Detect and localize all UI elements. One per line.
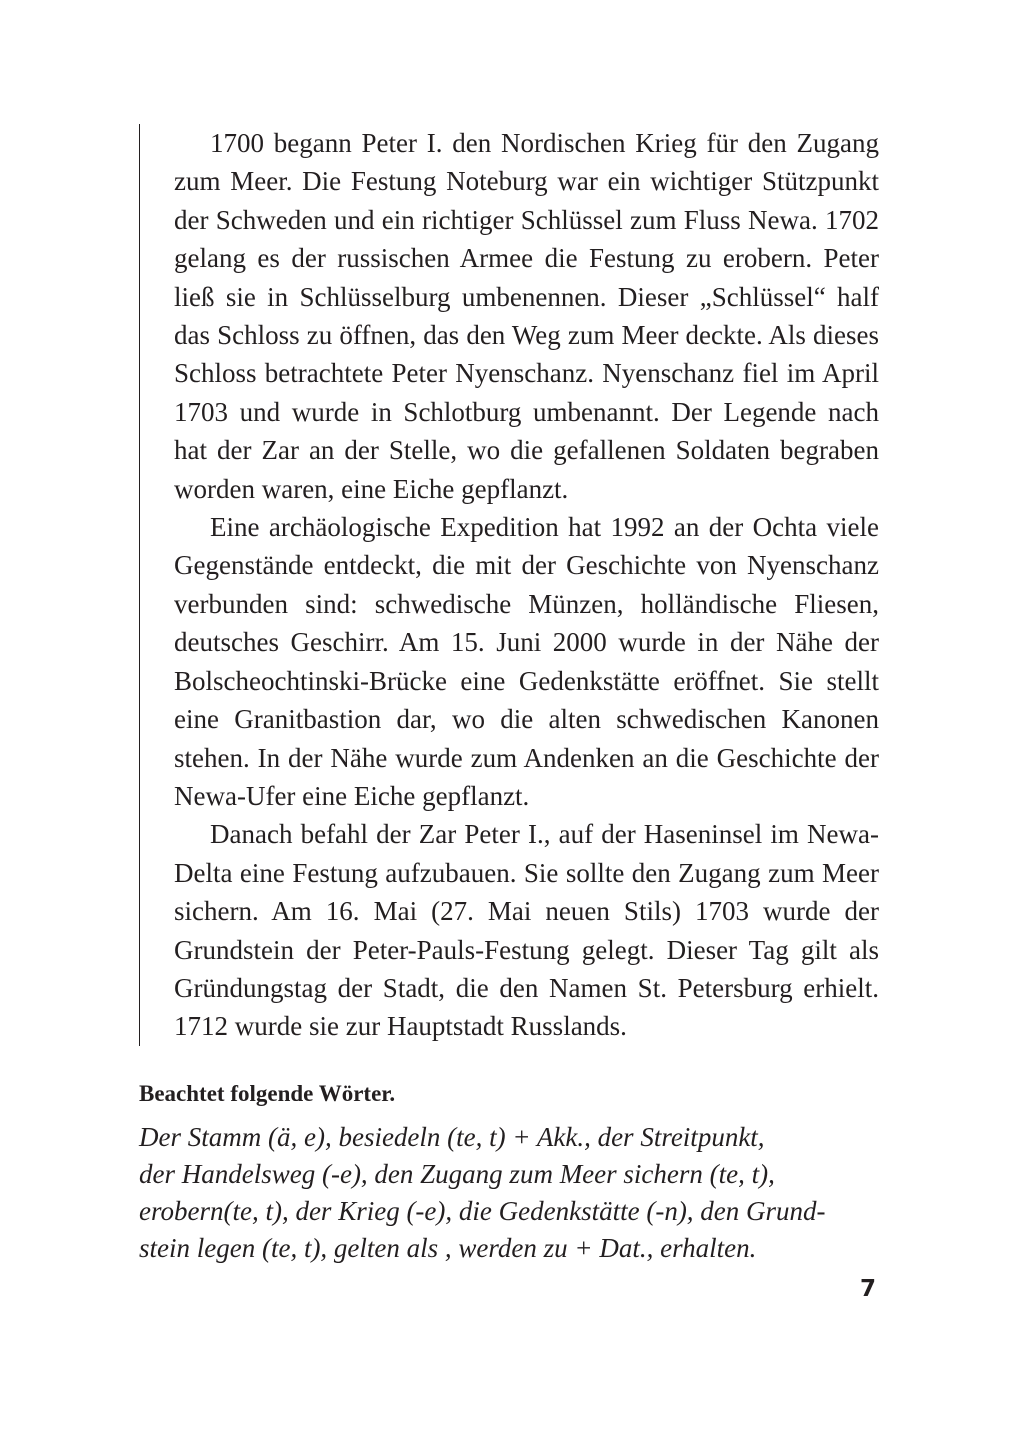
vocabulary-list: [139, 1119, 879, 1267]
paragraph-3: Danach befahl der Zar Peter I., auf der Haseninsel im Newa-Delta eine Festung aufzubauen. Sie sollte den Zugang zum Meer sichern. Am 16. Mai (27. Mai neuen Stils) 1703 wurde der Grundstein der Peter-Pauls-Festung gelegt. Dieser Tag gilt als Gründungstag der Stadt, die den Namen St. Petersburg erhielt. 1712 wurde sie zur Hauptstadt Russlands.: [174, 819, 879, 1042]
vocabulary-line: der Handelsweg (-e), den Zugang zum Meer sichern (te, t),: [139, 1159, 775, 1189]
vocabulary-line: stein legen (te, t), gelten als , werden zu + Dat., erhalten.: [139, 1233, 757, 1263]
main-text-block: [139, 124, 879, 1046]
vocabulary-line: erobern(te, t), der Krieg (-e), die Gedenkstätte (-n), den Grund-: [139, 1196, 826, 1226]
page-number: 7: [859, 1276, 876, 1302]
paragraph-2: Eine archäologische Expedition hat 1992 an der Ochta viele Gegenstände entdeckt, die mit der Geschichte von Nyenschanz verbunden sind: schwedische Münzen, holländische Fliesen, deutsches Geschirr. Am 15. Juni 2000 wurde in der Nähe der Bolscheochtinski-Brücke eine Gedenkstätte eröffnet. Sie stellt eine Granitbastion dar, wo die alten schwedischen Kanonen stehen. In der Nähe wurde zum Andenken an die Geschichte der Newa-Ufer eine Eiche gepflanzt.: [174, 512, 879, 811]
vocabulary-heading: Beachtet folgende Wörter.: [139, 1081, 396, 1106]
paragraph-1: 1700 begann Peter I. den Nordischen Krieg für den Zugang zum Meer. Die Festung Noteburg war ein wichtiger Stützpunkt der Schweden und ein richtiger Schlüssel zum Fluss Newa. 1702 gelang es der russischen Armee die Festung zu erobern. Peter ließ sie in Schlüsselburg umbenennen. Dieser „Schlüssel“ half das Schloss zu öffnen, das den Weg zum Meer deckte. Als dieses Schloss betrachtete Peter Nyenschanz. Nyenschanz fiel im April 1703 und wurde in Schlotburg umbenannt. Der Legende nach hat der Zar an der Stelle, wo die gefallenen Soldaten begraben worden waren, eine Eiche gepflanzt.: [174, 128, 879, 504]
vocabulary-line: Der Stamm (ä, e), besiedeln (te, t) + Akk., der Streitpunkt,: [139, 1122, 765, 1152]
